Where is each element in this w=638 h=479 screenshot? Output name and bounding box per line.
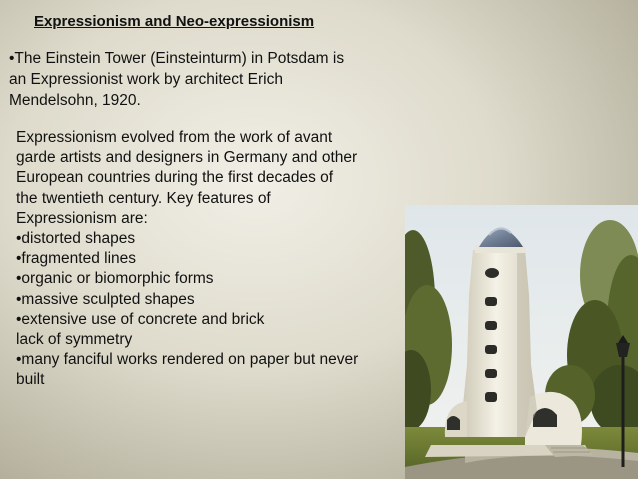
feature-bullet: •fragmented lines — [16, 250, 137, 268]
body-line: Expressionism are: — [16, 209, 148, 227]
feature-bullet: lack of symmetry — [16, 331, 133, 349]
intro-line: Mendelsohn, 1920. — [9, 92, 141, 109]
body-line: Expressionism evolved from the work of avant — [16, 129, 333, 146]
intro-line: •The Einstein Tower (Einsteinturm) in Potsdam is — [9, 50, 345, 67]
feature-bullet: •many fanciful works rendered on paper but never — [16, 351, 359, 369]
intro-line: an Expressionist work by architect Erich — [9, 71, 283, 88]
body-line: garde artists and designers in Germany and other — [16, 149, 358, 167]
body-paragraph — [16, 128, 411, 391]
feature-bullet: •organic or biomorphic forms — [16, 270, 214, 288]
feature-bullet: •distorted shapes — [16, 230, 136, 248]
einstein-tower-photo — [405, 205, 638, 479]
feature-bullet: •massive sculpted shapes — [16, 290, 195, 308]
body-line: European countries during the first decades of — [16, 169, 334, 187]
body-line: the twentieth century. Key features of — [16, 189, 271, 207]
slide-title: Expressionism and Neo-expressionism — [34, 13, 315, 30]
feature-bullet: •extensive use of concrete and brick — [16, 310, 265, 328]
feature-bullet: built — [16, 371, 45, 389]
intro-paragraph — [9, 48, 409, 111]
